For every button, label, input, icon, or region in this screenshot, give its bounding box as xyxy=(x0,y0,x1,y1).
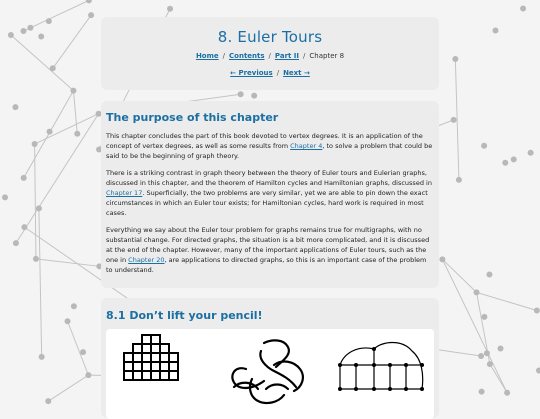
background-edge xyxy=(36,259,99,266)
breadcrumb-part-link[interactable]: Part II xyxy=(274,52,300,60)
house-figure-vertices xyxy=(338,347,424,391)
background-vertex xyxy=(504,390,510,396)
background-vertex xyxy=(38,34,44,40)
background-vertex xyxy=(8,32,14,38)
paragraph-text: , to solve a problem that could be said to be the beginning of graph theory. xyxy=(106,142,433,160)
background-vertex xyxy=(74,131,80,137)
breadcrumb-current: Chapter 8 xyxy=(309,52,345,60)
chapter-4-link[interactable]: Chapter 4 xyxy=(290,142,323,150)
figure-panel xyxy=(106,329,434,419)
section-heading: The purpose of this chapter xyxy=(106,111,279,124)
background-vertex xyxy=(452,56,458,62)
background-edge xyxy=(48,375,88,401)
background-vertex xyxy=(70,88,76,94)
paragraph-2 xyxy=(106,168,434,218)
breadcrumb-contents-link[interactable]: Contents xyxy=(229,52,265,60)
background-vertex xyxy=(33,256,39,262)
background-edge xyxy=(442,259,507,392)
background-vertex xyxy=(502,160,508,166)
background-vertex xyxy=(481,143,487,149)
background-vertex xyxy=(498,345,504,351)
background-vertex xyxy=(65,318,71,324)
paragraph-text: . Superficially, the two problems are very similar, yet we are able to pin down the exact circumstances in which an Euler tour exists; for Hamiltonian cycles, hard work is required in most cases. xyxy=(106,189,428,217)
background-vertex xyxy=(536,367,540,373)
background-vertex xyxy=(451,117,457,123)
previous-link[interactable]: ← Previous xyxy=(230,69,273,77)
background-vertex xyxy=(27,25,33,31)
background-vertex xyxy=(85,372,91,378)
background-vertex xyxy=(520,6,526,12)
background-vertex xyxy=(71,303,77,309)
background-edge xyxy=(477,292,537,310)
background-vertex xyxy=(2,194,8,200)
background-edge xyxy=(490,364,507,393)
background-vertex xyxy=(456,177,462,183)
background-edge xyxy=(442,259,476,292)
background-vertex xyxy=(36,205,42,211)
background-vertex xyxy=(439,256,445,262)
background-vertex xyxy=(13,240,19,246)
background-edge xyxy=(68,321,89,375)
background-vertex xyxy=(21,224,27,230)
background-edge xyxy=(39,208,42,356)
background-vertex xyxy=(12,104,18,110)
breadcrumb-separator: / xyxy=(268,52,271,60)
paragraph-3 xyxy=(106,225,434,275)
background-vertex xyxy=(39,354,45,360)
background-vertex xyxy=(167,6,173,12)
background-vertex xyxy=(88,12,94,18)
background-vertex xyxy=(86,0,92,3)
grid-figure xyxy=(124,335,178,380)
background-vertex xyxy=(32,141,38,147)
background-vertex xyxy=(45,398,51,404)
section-heading: 8.1 Don’t lift your pencil! xyxy=(106,309,263,322)
background-vertex xyxy=(21,175,27,181)
background-vertex xyxy=(534,307,540,313)
background-vertex xyxy=(511,156,517,162)
background-vertex xyxy=(46,18,52,24)
chapter-20-link[interactable]: Chapter 20 xyxy=(128,256,165,264)
breadcrumb-home-link[interactable]: Home xyxy=(195,52,219,60)
background-vertex xyxy=(486,272,492,278)
paragraph-text: Everything we say about the Euler tour problem for graphs remains true for multigraphs, with no substantial change. For directed graphs, the situation is a bit more complicated, and it is discussed at the end of the chapter. However, many of the important applications of Euler tours, such as the one in xyxy=(106,226,430,264)
background-vertex xyxy=(80,349,86,355)
background-vertex xyxy=(481,314,487,320)
chapter-17-link[interactable]: Chapter 17 xyxy=(106,189,143,197)
background-vertex xyxy=(487,361,493,367)
paragraph-text: This chapter concludes the part of this book devoted to vertex degrees. It is an application of the concept of vertex degrees, as well as some results from xyxy=(106,132,423,150)
background-vertex xyxy=(478,353,484,359)
background-vertex xyxy=(21,28,27,34)
chapter-header xyxy=(101,17,439,90)
chapter-nav xyxy=(101,69,439,77)
background-vertex xyxy=(47,129,53,135)
next-link[interactable]: Next → xyxy=(283,69,310,77)
breadcrumb-separator: / xyxy=(222,52,226,60)
background-edge xyxy=(35,144,36,259)
background-vertex xyxy=(484,350,490,356)
breadcrumb xyxy=(101,52,439,60)
house-figure xyxy=(340,343,423,390)
background-edge xyxy=(53,15,91,68)
purpose-section xyxy=(101,101,439,288)
background-vertex xyxy=(238,91,244,97)
background-vertex xyxy=(50,65,56,71)
page-title: 8. Euler Tours xyxy=(217,28,323,46)
background-vertex xyxy=(528,150,534,156)
background-vertex xyxy=(479,389,485,395)
breadcrumb-separator: / xyxy=(303,52,306,60)
nav-separator: / xyxy=(276,69,280,77)
background-vertex xyxy=(474,289,480,295)
paragraph-text: , are applications to directed graphs, so this is an important case of the problem to understand. xyxy=(106,256,427,274)
pencil-section xyxy=(101,298,439,418)
background-edge xyxy=(73,91,77,134)
figures-svg xyxy=(106,329,434,419)
knot-figure xyxy=(232,340,303,403)
background-vertex xyxy=(251,93,257,99)
paragraph-text: There is a striking contrast in graph theory between the theory of Euler tours and Eulerian graphs, discussed in this chapter, and the theorem of Hamilton cycles and Hamiltonian graphs, discussed in xyxy=(106,169,432,187)
paragraph-1 xyxy=(106,131,434,161)
background-vertex xyxy=(492,28,498,34)
background-edge xyxy=(11,35,74,91)
background-edge xyxy=(24,0,89,31)
